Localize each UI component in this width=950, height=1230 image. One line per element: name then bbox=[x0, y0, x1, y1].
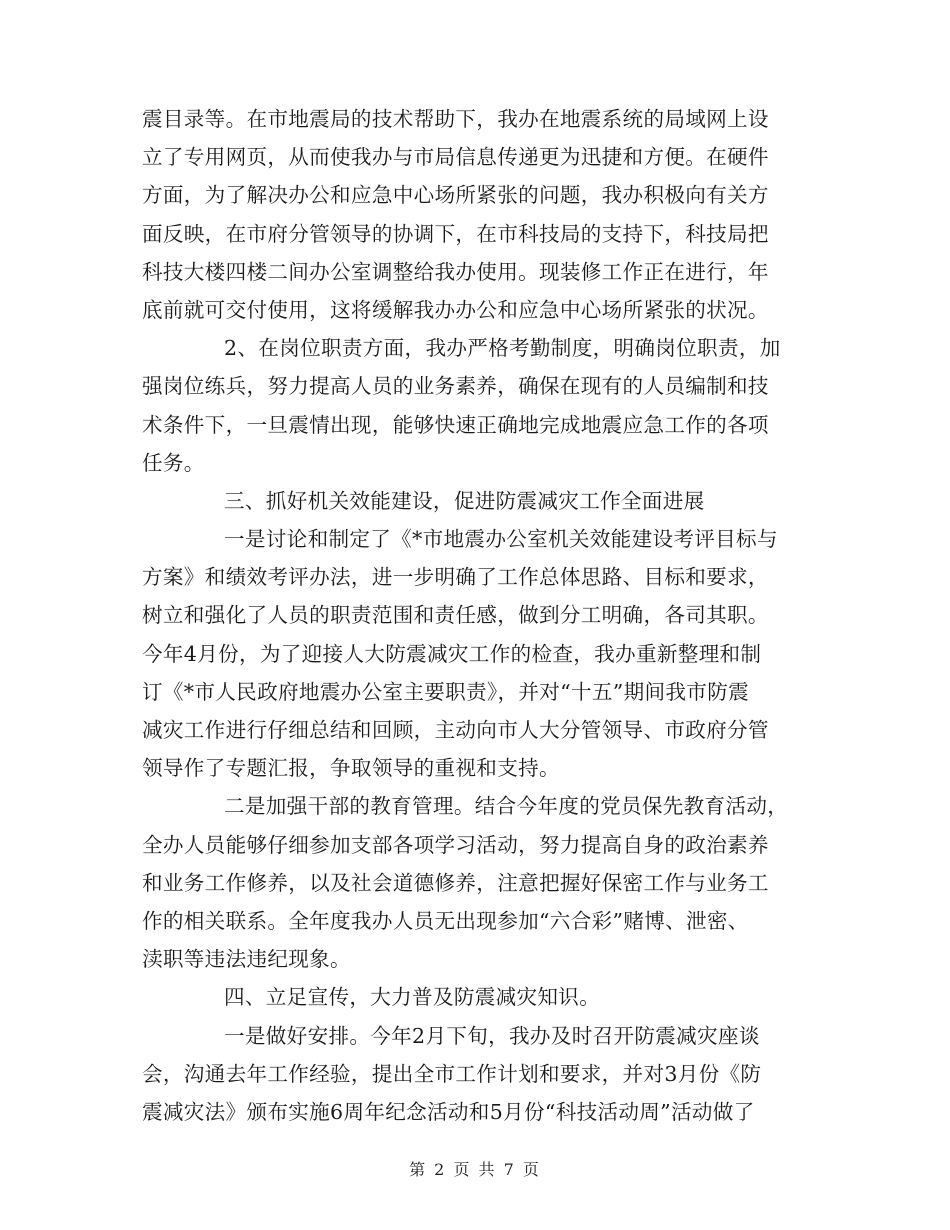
text-line: 四、立足宣传，大力普及防震减灾知识。 bbox=[224, 985, 601, 1010]
text-line: 2、在岗位职责方面，我办严格考勤制度，明确岗位职责，加 bbox=[224, 336, 781, 361]
text-line: 面反映，在市府分管领导的协调下，在市科技局的支持下，科技局把 bbox=[142, 221, 769, 246]
text-line: 方案》和绩效考评办法，进一步明确了工作总体思路、目标和要求， bbox=[142, 565, 769, 590]
text-line: 渎职等违法违纪现象。 bbox=[142, 947, 351, 972]
page-footer: 第 2 页 共 7 页 bbox=[409, 1160, 541, 1179]
text-line: 震减灾法》颁布实施6周年纪念活动和5月份“科技活动周”活动做了 bbox=[142, 1099, 755, 1124]
text-line: 科技大楼四楼二间办公室调整给我办使用。现装修工作正在进行，年 bbox=[142, 259, 769, 284]
text-line: 领导作了专题汇报，争取领导的重视和支持。 bbox=[142, 756, 560, 781]
text-line: 立了专用网页，从而使我办与市局信息传递更为迅捷和方便。在硬件 bbox=[142, 145, 769, 170]
text-line: 强岗位练兵，努力提高人员的业务素养，确保在现有的人员编制和技 bbox=[142, 374, 769, 399]
text-line: 减灾工作进行仔细总结和回顾，主动向市人大分管领导、市政府分管 bbox=[142, 718, 769, 742]
text-line: 方面，为了解决办公和应急中心场所紧张的问题，我办积极向有关方 bbox=[142, 183, 769, 208]
text-line: 全办人员能够仔细参加支部各项学习活动，努力提高自身的政治素养 bbox=[142, 832, 769, 857]
text-line: 一是做好安排。今年2月下旬，我办及时召开防震减灾座谈 bbox=[224, 1023, 760, 1048]
text-line: 底前就可交付使用，这将缓解我办办公和应急中心场所紧张的状况。 bbox=[142, 297, 769, 322]
text-line: 一是讨论和制定了《*市地震办公室机关效能建设考评目标与 bbox=[224, 527, 778, 552]
text-line: 和业务工作修养，以及社会道德修养，注意把握好保密工作与业务工 bbox=[142, 870, 769, 895]
text-line: 二是加强干部的教育管理。结合今年度的党员保先教育活动， bbox=[224, 794, 789, 819]
text-line: 任务。 bbox=[142, 450, 205, 475]
text-line: 三、抓好机关效能建设，促进防震减灾工作全面进展 bbox=[224, 488, 705, 513]
text-line: 会，沟通去年工作经验，提出全市工作计划和要求，并对3月份《防 bbox=[142, 1061, 762, 1086]
text-line: 作的相关联系。全年度我办人员无出现参加“六合彩”赌博、泄密、 bbox=[142, 908, 749, 933]
text-line: 震目录等。在市地震局的技术帮助下，我办在地震系统的局域网上设 bbox=[142, 107, 769, 131]
document-body bbox=[142, 100, 812, 1131]
text-line: 今年4月份，为了迎接人大防震减灾工作的检查，我办重新整理和制 bbox=[142, 641, 762, 666]
text-line: 订《*市人民政府地震办公室主要职责》，并对“十五”期间我市防震 bbox=[142, 679, 749, 704]
text-line: 树立和强化了人员的职责范围和责任感，做到分工明确，各司其职。 bbox=[142, 603, 769, 628]
text-line: 术条件下，一旦震情出现，能够快速正确地完成地震应急工作的各项 bbox=[142, 412, 769, 437]
